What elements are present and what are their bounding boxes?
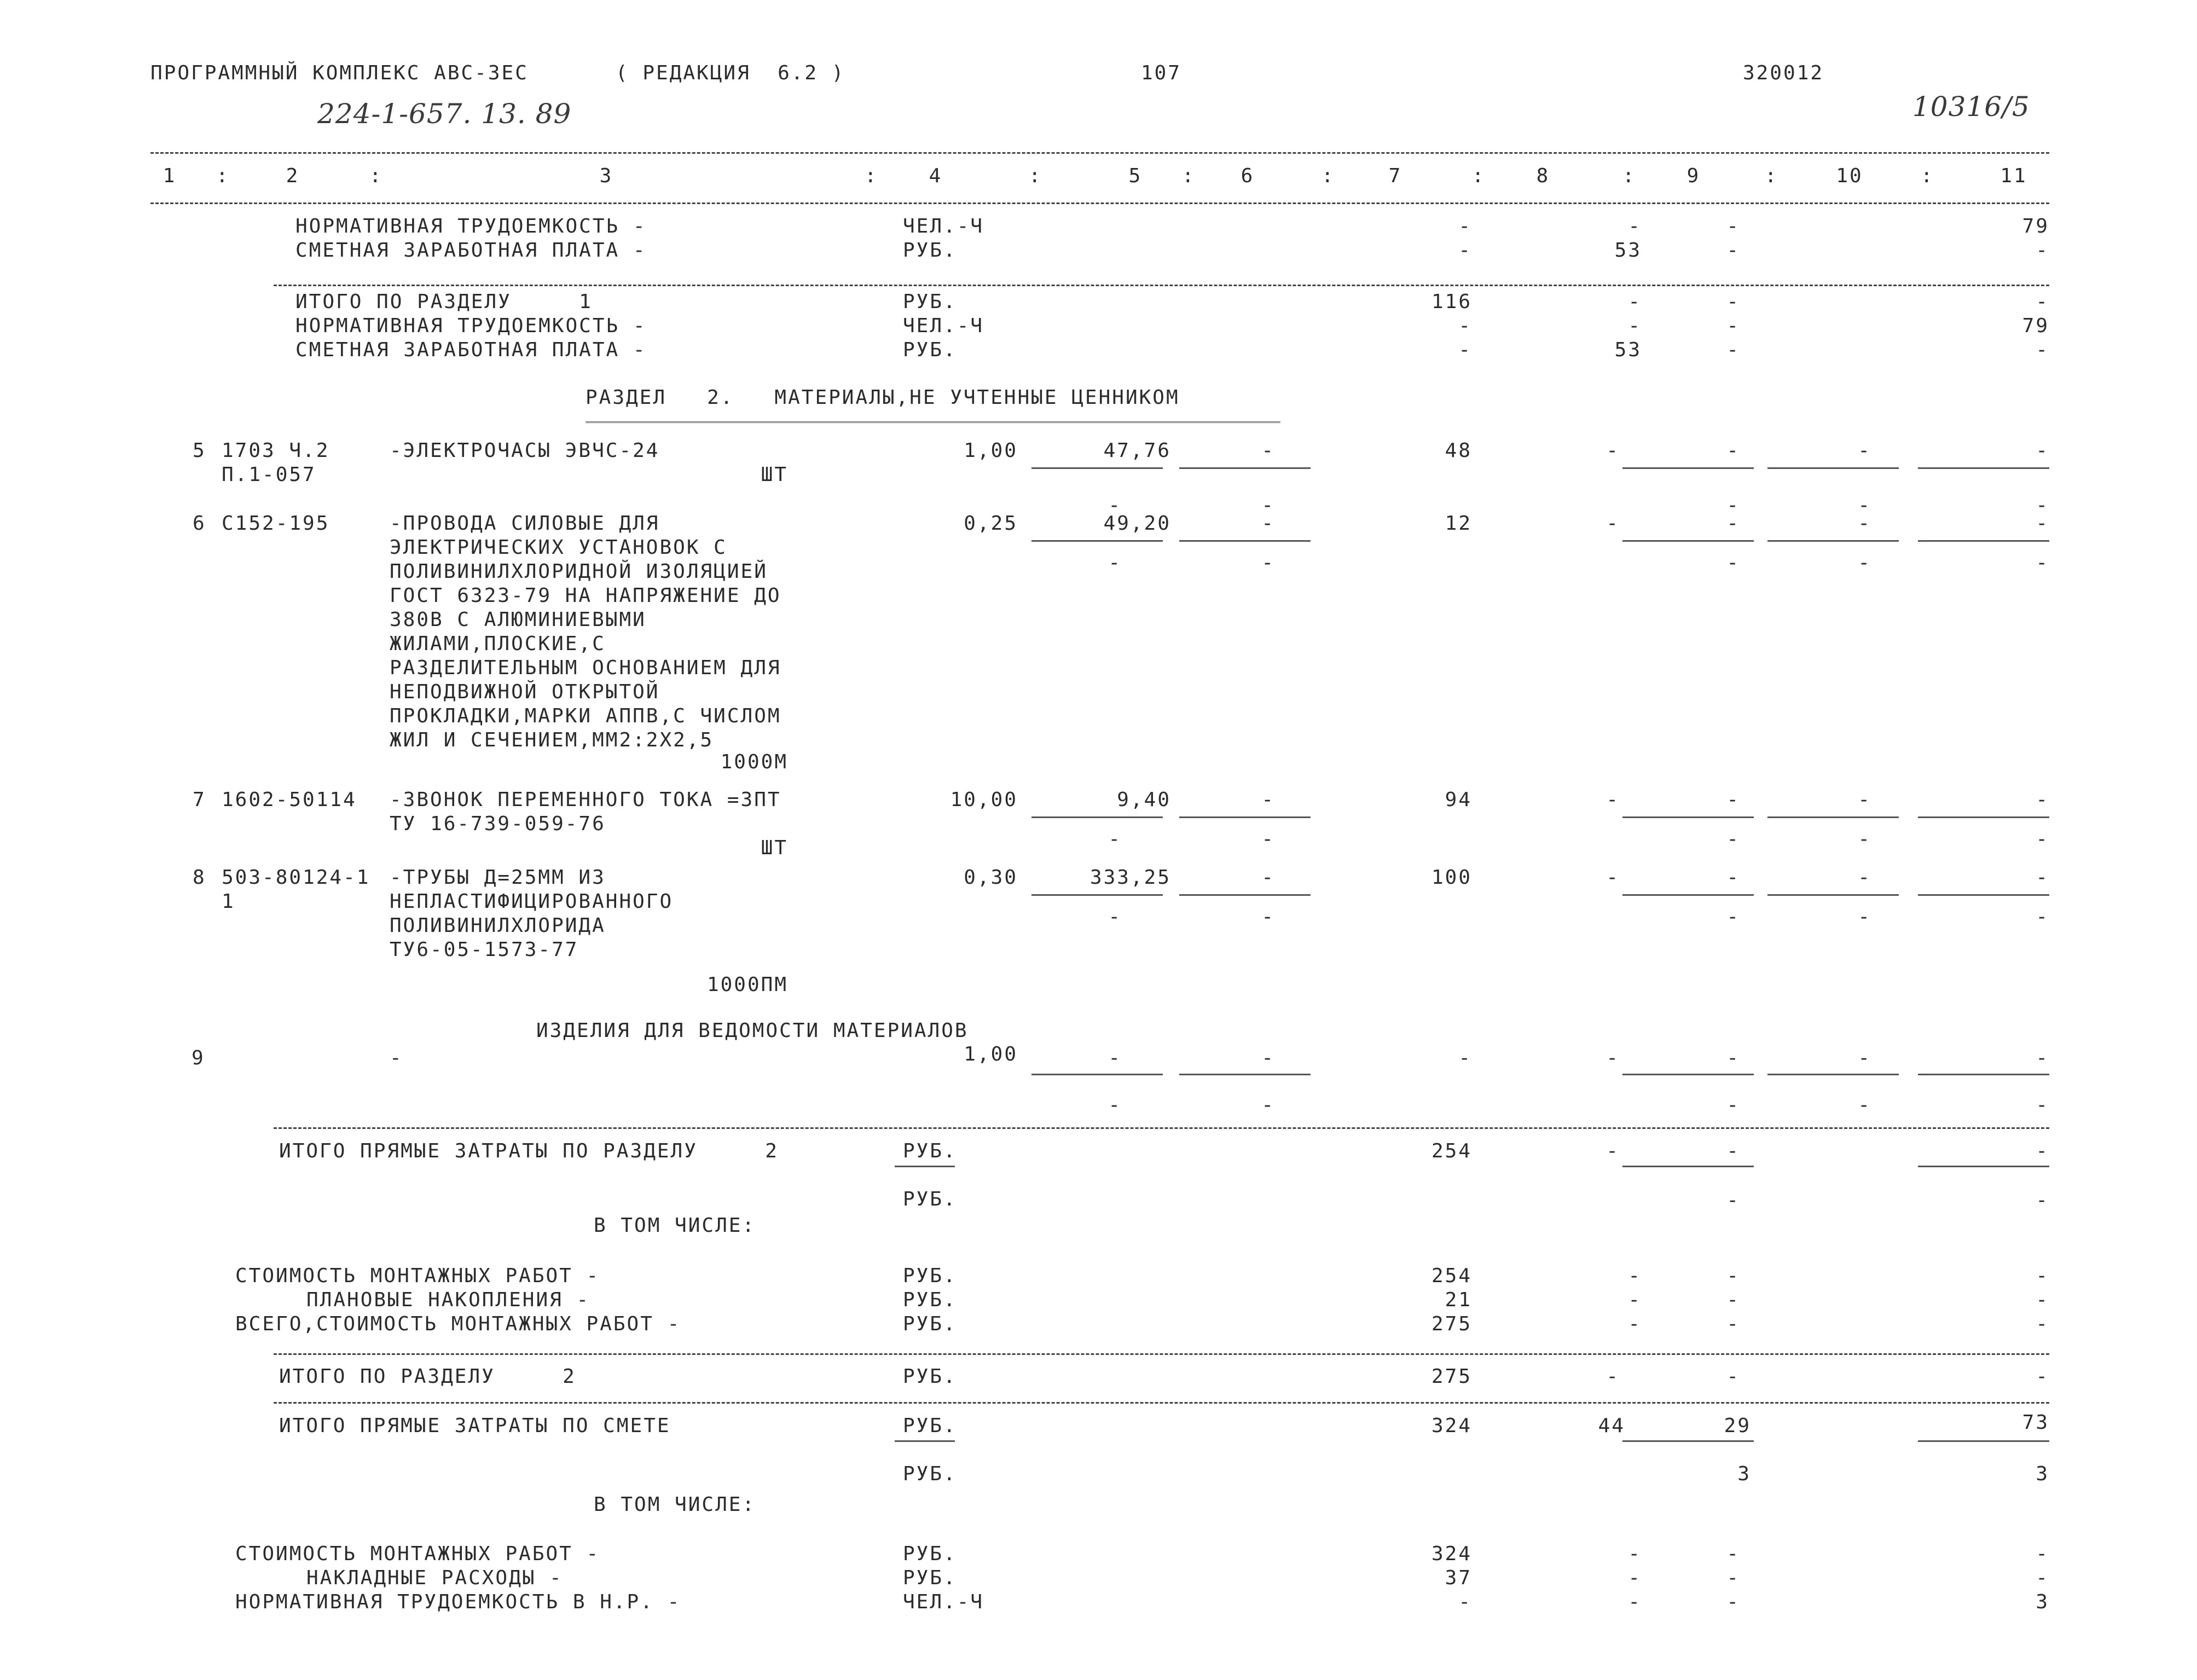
value-col11: -: [2036, 239, 2049, 262]
value-col11: 73: [2022, 1411, 2049, 1434]
column-number: 4: [929, 165, 943, 187]
column-number: 1: [163, 165, 177, 187]
subtotal-line: [1918, 894, 2049, 896]
sub-value: -: [1261, 494, 1275, 517]
item-number: 5: [193, 439, 206, 462]
unit-label: РУБ.: [903, 1365, 957, 1388]
value-col9: -: [1726, 789, 1740, 811]
value-col8: -: [1628, 1289, 1642, 1311]
value-col7: -: [1458, 1591, 1472, 1613]
value-col8: -: [1606, 789, 1620, 811]
sub-value: -: [1858, 906, 1871, 928]
column-number: 11: [2000, 165, 2027, 187]
unit-label: РУБ.: [903, 339, 957, 361]
value-col7: 100: [1431, 866, 1472, 889]
subtotal-line: [1031, 540, 1163, 542]
unit-label: РУБ.: [903, 1463, 957, 1485]
row-label: СТОИМОСТЬ МОНТАЖНЫХ РАБОТ -: [235, 1265, 600, 1287]
column-number: 8: [1536, 165, 1550, 187]
item-description: РАЗДЕЛИТЕЛЬНЫМ ОСНОВАНИЕМ ДЛЯ: [390, 657, 781, 679]
value-col8: -: [1628, 1591, 1642, 1613]
value-c5: -: [1108, 1047, 1122, 1069]
value-col9: -: [1726, 239, 1740, 262]
value-col7: 48: [1445, 439, 1472, 462]
value-col9: -: [1726, 215, 1740, 237]
value-col11: -: [2036, 339, 2049, 361]
subtotal-line: [1179, 1074, 1311, 1075]
value-col7: 94: [1445, 789, 1472, 811]
value-col11: -: [2036, 1189, 2049, 1212]
sub-value: -: [1726, 1094, 1740, 1116]
unit-label: РУБ.: [903, 239, 957, 262]
column-separator: :: [369, 165, 383, 187]
subtotal-line: [1031, 816, 1163, 818]
value-c6: -: [1261, 1047, 1275, 1069]
value-col11: -: [2036, 1140, 2049, 1162]
value-col11: 3: [2036, 1591, 2049, 1613]
value-col8: -: [1628, 1543, 1642, 1565]
value-col11: -: [2036, 439, 2049, 462]
project-number-handwritten: 224-1-657. 13. 89: [317, 98, 572, 130]
unit-label: РУБ.: [903, 1567, 957, 1589]
row-label: ИТОГО ПРЯМЫЕ ЗАТРАТЫ ПО СМЕТЕ: [279, 1415, 671, 1437]
subtotal-line: [1918, 1166, 2049, 1167]
value-col7: 324: [1431, 1543, 1472, 1565]
subtotal-line: [1767, 1074, 1899, 1075]
value-col8: -: [1606, 1365, 1620, 1388]
unit-price: 333,25: [1089, 866, 1171, 889]
value-col9: -: [1726, 1567, 1740, 1589]
subtotal-line: [1622, 540, 1754, 542]
row-label: НОРМАТИВНАЯ ТРУДОЕМКОСТЬ В Н.Р. -: [235, 1591, 681, 1613]
value-col9: 29: [1724, 1415, 1751, 1437]
item-number: 7: [193, 789, 206, 811]
subtotal-line: [1622, 467, 1754, 469]
subtotal-line: [1767, 540, 1899, 542]
column-separator: :: [1029, 165, 1042, 187]
item-code: 503-80124-1: [222, 866, 370, 889]
row-label: ВСЕГО,СТОИМОСТЬ МОНТАЖНЫХ РАБОТ -: [235, 1313, 681, 1335]
subtotal-line: [1767, 894, 1899, 896]
sub-value: -: [1858, 1094, 1871, 1116]
sub-value: -: [1726, 906, 1740, 928]
sub-value: -: [2036, 494, 2049, 517]
value-col11: -: [2036, 1567, 2049, 1589]
value-c8: -: [1606, 1047, 1620, 1069]
divider: [150, 202, 2049, 204]
subtotal-line: [1031, 894, 1163, 896]
value-col7: -: [1458, 339, 1472, 361]
value-col6: -: [1261, 439, 1275, 462]
sub-value: -: [1108, 828, 1122, 850]
document-code: 320012: [1743, 62, 1824, 84]
value-col9: 3: [1737, 1463, 1751, 1485]
unit-price: 47,76: [1103, 439, 1171, 462]
column-separator: :: [1182, 165, 1196, 187]
subtotal-line: [1179, 894, 1311, 896]
value-col10: -: [1858, 866, 1871, 889]
value-col9: -: [1726, 1313, 1740, 1335]
value-col9: -: [1726, 1189, 1740, 1212]
value-col11: -: [2036, 789, 2049, 811]
value-col9: -: [1726, 1543, 1740, 1565]
row-label: НАКЛАДНЫЕ РАСХОДЫ -: [306, 1567, 563, 1589]
value-col7: 275: [1431, 1313, 1472, 1335]
value-col11: -: [2036, 1289, 2049, 1311]
value-col11: -: [2036, 1365, 2049, 1388]
value-col6: -: [1261, 789, 1275, 811]
item-description: ГОСТ 6323-79 НА НАПРЯЖЕНИЕ ДО: [390, 584, 781, 607]
subtotal-line: [1622, 1074, 1754, 1075]
unit-label: ШТ: [761, 837, 788, 859]
value-col7: 254: [1431, 1140, 1472, 1162]
unit-label: РУБ.: [903, 1140, 957, 1162]
row-label: СМЕТНАЯ ЗАРАБОТНАЯ ПЛАТА -: [295, 239, 647, 262]
row-label: НОРМАТИВНАЯ ТРУДОЕМКОСТЬ -: [295, 315, 647, 337]
value-col8: -: [1606, 512, 1620, 535]
value-c10: -: [1858, 1047, 1871, 1069]
subtotal-line: [1179, 816, 1311, 818]
value-col9: -: [1726, 291, 1740, 313]
subtotal-line: [1767, 467, 1899, 469]
sub-value: -: [1108, 1094, 1122, 1116]
unit-price: 9,40: [1117, 789, 1171, 811]
subtotal-line: [1918, 1074, 2049, 1075]
subtotal-line: [1918, 467, 2049, 469]
value-col8: -: [1606, 1140, 1620, 1162]
unit-label: ЧЕЛ.-Ч: [903, 1591, 984, 1613]
subtotal-line: [1918, 540, 2049, 542]
value-c11: -: [2036, 1047, 2049, 1069]
unit-label: ЧЕЛ.-Ч: [903, 215, 984, 237]
divider: [274, 1402, 2049, 1404]
row-label: ИТОГО ПО РАЗДЕЛУ 2: [279, 1365, 576, 1388]
sub-value: -: [2036, 1094, 2049, 1116]
value-col11: -: [2036, 1265, 2049, 1287]
sub-value: -: [1858, 552, 1871, 574]
sub-value: -: [1108, 906, 1122, 928]
column-separator: :: [1472, 165, 1486, 187]
item-description: 380В С АЛЮМИНИЕВЫМИ: [390, 609, 646, 631]
sub-value: -: [1726, 828, 1740, 850]
unit-price: 49,20: [1103, 512, 1171, 535]
value-col7: 275: [1431, 1365, 1472, 1388]
column-separator: :: [1622, 165, 1636, 187]
item-description: НЕПОДВИЖНОЙ ОТКРЫТОЙ: [390, 681, 660, 703]
column-number: 9: [1686, 165, 1701, 187]
value-col8: -: [1606, 866, 1620, 889]
sub-value: -: [1261, 906, 1275, 928]
column-number: 10: [1836, 165, 1863, 187]
value-col11: -: [2036, 866, 2049, 889]
item-description: -ЭЛЕКТРОЧАСЫ ЭВЧС-24: [390, 439, 660, 462]
column-number: 3: [599, 165, 613, 187]
value-col6: -: [1261, 512, 1275, 535]
item-description: ЖИЛАМИ,ПЛОСКИЕ,С: [390, 633, 606, 655]
value-col7: 37: [1445, 1567, 1472, 1589]
subtotal-line: [1031, 467, 1163, 469]
item-code: 1703 Ч.2: [222, 439, 330, 462]
unit-underline: [895, 1166, 955, 1167]
item-description: ЖИЛ И СЕЧЕНИЕМ,ММ2:2Х2,5: [390, 729, 714, 751]
value-col11: -: [2036, 512, 2049, 535]
subtotal-line: [1179, 467, 1311, 469]
subtotal-line: [1767, 816, 1899, 818]
row-label: СМЕТНАЯ ЗАРАБОТНАЯ ПЛАТА -: [295, 339, 647, 361]
item-code-line2: 1: [222, 890, 235, 913]
value-col9: -: [1726, 866, 1740, 889]
value-col8: 44: [1598, 1415, 1625, 1437]
divider: [274, 1127, 2049, 1129]
sub-value: -: [1726, 552, 1740, 574]
item-description: ТУ6-05-1573-77: [390, 939, 579, 961]
value-col11: -: [2036, 1313, 2049, 1335]
subtotal-line: [1622, 1440, 1754, 1442]
item-description: -ПРОВОДА СИЛОВЫЕ ДЛЯ: [390, 512, 660, 535]
item-description: НЕПЛАСТИФИЦИРОВАННОГО: [390, 890, 674, 913]
column-separator: :: [1765, 165, 1778, 187]
value-col9: -: [1726, 315, 1740, 337]
column-number: 7: [1388, 165, 1402, 187]
title-underline: [586, 421, 1280, 423]
unit-label: РУБ.: [903, 1265, 957, 1287]
page-number: 107: [1141, 62, 1182, 84]
item-description: ТУ 16-739-059-76: [390, 813, 606, 835]
value-col10: -: [1858, 439, 1871, 462]
item-description: -ТРУБЫ Д=25ММ ИЗ: [390, 866, 606, 889]
value-col8: -: [1628, 315, 1642, 337]
column-separator: :: [1321, 165, 1335, 187]
item-code: -: [390, 1047, 403, 1069]
sub-value: -: [1108, 552, 1122, 574]
value-col7: 324: [1431, 1415, 1472, 1437]
item-description: ПОЛИВИНИЛХЛОРИДА: [390, 914, 606, 937]
section-title: РАЗДЕЛ 2. МАТЕРИАЛЫ,НЕ УЧТЕННЫЕ ЦЕННИКОМ: [586, 386, 1180, 409]
sub-value: -: [1858, 828, 1871, 850]
column-separator: :: [216, 165, 230, 187]
subtotal-line: [1031, 1074, 1163, 1075]
value-col9: -: [1726, 439, 1740, 462]
value-col8: -: [1628, 1265, 1642, 1287]
column-number: 5: [1128, 165, 1143, 187]
sub-value: -: [1261, 552, 1275, 574]
value-col10: -: [1858, 512, 1871, 535]
value-col9: -: [1726, 1265, 1740, 1287]
subtotal-line: [1179, 540, 1311, 542]
value-col6: -: [1261, 866, 1275, 889]
row-label: ИТОГО ПРЯМЫЕ ЗАТРАТЫ ПО РАЗДЕЛУ 2: [279, 1140, 779, 1162]
value-col9: -: [1726, 1289, 1740, 1311]
value-col8: -: [1628, 1567, 1642, 1589]
row-label: СТОИМОСТЬ МОНТАЖНЫХ РАБОТ -: [235, 1543, 600, 1565]
column-number: 6: [1240, 165, 1255, 187]
value-col9: -: [1726, 1140, 1740, 1162]
value-col10: -: [1858, 789, 1871, 811]
sub-value: -: [2036, 552, 2049, 574]
subtotal-line: [1918, 816, 2049, 818]
item-description: -ЗВОНОК ПЕРЕМЕННОГО ТОКА =ЗПТ: [390, 789, 781, 811]
subtotal-line: [1622, 894, 1754, 896]
value-col7: 254: [1431, 1265, 1472, 1287]
item-number: 9: [192, 1047, 205, 1069]
value-col8: -: [1606, 439, 1620, 462]
unit-underline: [895, 1440, 955, 1442]
sub-value: -: [1261, 1094, 1275, 1116]
value-col7: 116: [1431, 291, 1472, 313]
value-c9: -: [1726, 1047, 1740, 1069]
unit-label: 1000ПМ: [706, 974, 788, 996]
subtotal-line: [1622, 1166, 1754, 1167]
value-col9: -: [1726, 1365, 1740, 1388]
value-col8: -: [1628, 215, 1642, 237]
value-col8: -: [1628, 1313, 1642, 1335]
value-col7: -: [1458, 239, 1472, 262]
sub-value: -: [2036, 828, 2049, 850]
value-col7: 21: [1445, 1289, 1472, 1311]
sub-value: -: [1261, 828, 1275, 850]
column-separator: :: [865, 165, 878, 187]
value-col7: 12: [1445, 512, 1472, 535]
subtotal-line: [1918, 1440, 2049, 1442]
divider: [274, 285, 2049, 286]
value-col11: -: [2036, 1543, 2049, 1565]
row-label: НОРМАТИВНАЯ ТРУДОЕМКОСТЬ -: [295, 215, 647, 237]
unit-label: РУБ.: [903, 1188, 957, 1210]
unit-label: РУБ.: [903, 1289, 957, 1311]
value-col8: 53: [1614, 239, 1642, 262]
unit-label: РУБ.: [903, 291, 957, 313]
value-col9: -: [1726, 339, 1740, 361]
value-col7: -: [1458, 215, 1472, 237]
quantity: 1,00: [964, 439, 1018, 462]
value-col11: 79: [2022, 315, 2049, 337]
edition-label: ( РЕДАКЦИЯ 6.2 ): [616, 62, 845, 84]
unit-label: 1000М: [720, 751, 788, 773]
sub-value: -: [1726, 494, 1740, 517]
value-col8: 53: [1614, 339, 1642, 361]
item-code: С152-195: [222, 512, 330, 535]
value-col11: -: [2036, 291, 2049, 313]
item-number: 6: [193, 512, 206, 535]
unit-label: РУБ.: [903, 1543, 957, 1565]
item-code-line2: П.1-057: [222, 464, 316, 486]
quantity: 0,30: [964, 866, 1018, 889]
value-col11: 79: [2022, 215, 2049, 237]
value-col7: -: [1458, 315, 1472, 337]
item-description: ПРОКЛАДКИ,МАРКИ АППВ,С ЧИСЛОМ: [390, 705, 781, 727]
quantity: 1,00: [964, 1043, 1018, 1065]
program-title: ПРОГРАММНЫЙ КОМПЛЕКС АВС-3ЕС: [150, 62, 529, 84]
item-code: 1602-50114: [222, 789, 357, 811]
sub-value: -: [1108, 494, 1122, 517]
row-label: ИТОГО ПО РАЗДЕЛУ 1: [295, 291, 593, 313]
row-label: ПЛАНОВЫЕ НАКОПЛЕНИЯ -: [306, 1289, 590, 1311]
unit-label: РУБ.: [903, 1313, 957, 1335]
materials-title: ИЗДЕЛИЯ ДЛЯ ВЕДОМОСТИ МАТЕРИАЛОВ: [536, 1019, 969, 1042]
unit-label: ЧЕЛ.-Ч: [903, 315, 984, 337]
divider: [274, 1353, 2049, 1355]
item-number: 8: [193, 866, 206, 889]
unit-label: РУБ.: [903, 1415, 957, 1437]
value-col8: -: [1628, 291, 1642, 313]
sub-value: -: [1858, 494, 1871, 517]
item-description: ЭЛЕКТРИЧЕСКИХ УСТАНОВОК С: [390, 536, 727, 559]
quantity: 0,25: [964, 512, 1018, 535]
value-col11: 3: [2036, 1463, 2049, 1485]
divider: [150, 152, 2049, 154]
subtotal-line: [1622, 816, 1754, 818]
including-label: В ТОМ ЧИСЛЕ:: [594, 1214, 756, 1237]
value-col9: -: [1726, 1591, 1740, 1613]
quantity: 10,00: [950, 789, 1018, 811]
unit-label: ШТ: [761, 464, 788, 486]
sub-value: -: [2036, 906, 2049, 928]
sheet-number-handwritten: 10316/5: [1912, 91, 2030, 123]
value-c7: -: [1458, 1047, 1472, 1069]
column-separator: :: [1921, 165, 1934, 187]
item-description: ПОЛИВИНИЛХЛОРИДНОЙ ИЗОЛЯЦИЕЙ: [390, 560, 768, 583]
value-col9: -: [1726, 512, 1740, 535]
including-label: В ТОМ ЧИСЛЕ:: [594, 1493, 756, 1516]
column-number: 2: [286, 165, 300, 187]
